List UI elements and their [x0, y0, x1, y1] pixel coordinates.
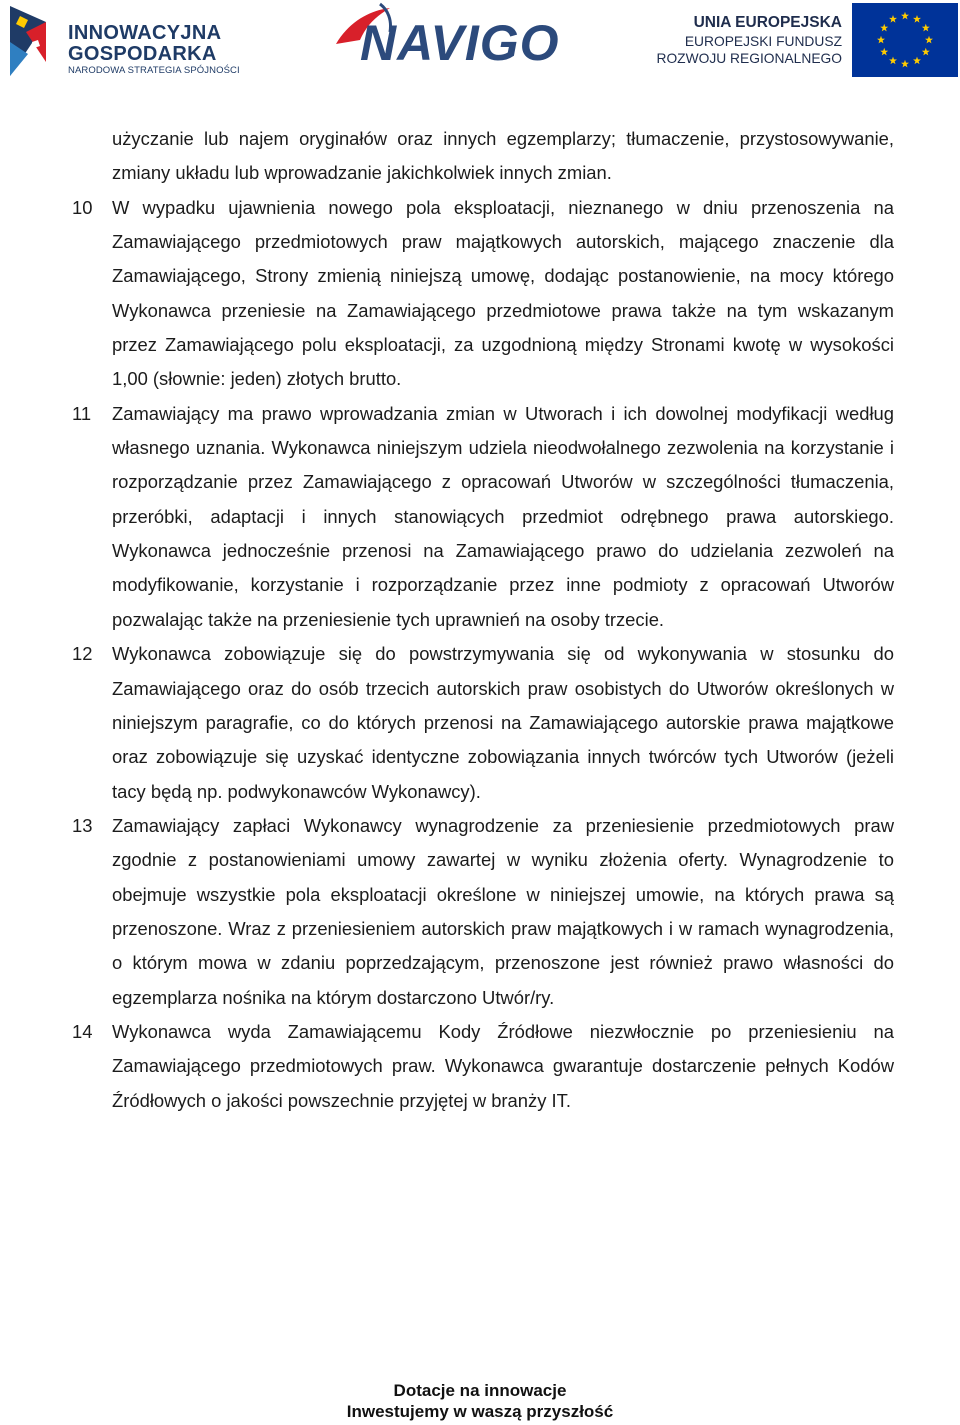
paragraph-text: Zamawiający zapłaci Wykonawcy wynagrodzenie za przeniesienie przedmiotowych praw zgodnie z postanowieniami umowy zawartej w wyniku złożenia oferty. Wynagrodzenie to obejmuje wszystkie pola eksploatacji określone w niniejszej umowie, na których prawa są przenoszone. Wraz z przeniesieniem autorskich praw majątkowych i w ramach wynagrodzenia, o którym mowa w zdaniu poprzedzającym, przenoszone jest również prawo własności do egzemplarza nośnika na którym dostarczono Utwór/ry.	[112, 814, 894, 1008]
paragraph-number: 10	[72, 196, 93, 218]
logo-right-line2: EUROPEJSKI FUNDUSZ	[684, 34, 842, 49]
paragraph-number: 13	[72, 814, 93, 836]
footer	[0, 1380, 960, 1422]
paragraph-text: W wypadku ujawnienia nowego pola eksploatacji, nieznanego w dniu przenoszenia na Zamawiającego przedmiotowych praw majątkowych autorskich, mającego znaczenie dla Zamawiającego, Strony zmienią niniejszą umowę, dodając postanowienie, na mocy którego Wykonawca przeniesie na Zamawiającego przedmiotowe prawa także na tym wskazanym przez Zamawiającego polu eksploatacji, za uzgodnioną między Stronami kwotę w wysokości 1,00 (słownie: jeden) złotych brutto.	[112, 196, 894, 390]
paragraph-10	[72, 191, 894, 397]
logo-left-line1: INNOWACYJNA	[68, 22, 222, 44]
eu-flag-icon	[852, 3, 958, 77]
paragraph-text: użyczanie lub najem oryginałów oraz innych egzemplarzy; tłumaczenie, przystosowywanie, zmiany układu lub wprowadzanie jakichkolwiek innych zmian.	[112, 128, 894, 184]
paragraph-text: Wykonawca wyda Zamawiającemu Kody Źródłowe niezwłocznie po przeniesieniu na Zamawiającego przedmiotowych praw. Wykonawca gwarantuje dostarczenie pełnych Kodów Źródłowych o jakości powszechnie przyjętej w branży IT.	[112, 1020, 894, 1111]
document-body	[0, 122, 960, 1118]
innowacyjna-gospodarka-logo	[6, 2, 246, 78]
navigo-logo	[330, 0, 560, 78]
logo-left-line2: GOSPODARKA	[68, 43, 217, 65]
paragraph-number: 11	[72, 402, 92, 424]
paragraph-number: 14	[72, 1020, 93, 1042]
paragraph-12	[72, 637, 894, 809]
paragraph-13	[72, 809, 894, 1015]
paragraph-number: 12	[72, 643, 93, 665]
logo-left-line3: NARODOWA STRATEGIA SPÓJNOŚCI	[68, 65, 240, 76]
paragraph-text: Zamawiający ma prawo wprowadzania zmian w Utworach i ich dowolnej modyfikacji według własnego uznania. Wykonawca niniejszym udziela nieodwołalnego zezwolenia na korzystanie i rozporządzanie przez Zamawiającego z opracowań Utworów w szczególności tłumaczenia, przeróbki, adaptacji i innych stanowiących przedmiot odrębnego prawa autorskiego. Wykonawca jednocześnie przenosi na Zamawiającego prawo do udzielania zezwoleń na modyfikowanie, korzystanie i rozporządzanie przez inne podmioty z opracowań Utworów pozwalając także na przeniesienie tych uprawnień na osoby trzecie.	[112, 402, 894, 630]
innowacyjna-gospodarka-emblem-icon	[6, 2, 62, 78]
logo-right-line1: UNIA EUROPEJSKA	[693, 14, 842, 31]
paragraph-11	[72, 397, 894, 637]
paragraph-continuation	[112, 122, 894, 191]
eu-text-block	[656, 14, 842, 70]
navigo-wordmark: NAVIGO	[360, 15, 560, 71]
footer-line2: Inwestujemy w waszą przyszłość	[346, 1402, 614, 1421]
paragraph-14	[72, 1015, 894, 1118]
paragraph-text: Wykonawca zobowiązuje się do powstrzymywania się od wykonywania w stosunku do Zamawiającego oraz do osób trzecich autorskich praw osobistych do Utworów określonych w niniejszym paragrafie, co do których przenosi na Zamawiającego autorskie prawa majątkowe oraz zobowiązuje się uzyskać identyczne zobowiązania innych twórców tych Utworów (jeżeli tacy będą np. podwykonawców Wykonawcy).	[112, 643, 894, 802]
footer-line1: Dotacje na innowacje	[393, 1381, 567, 1400]
logo-right-line3: ROZWOJU REGIONALNEGO	[656, 51, 842, 66]
